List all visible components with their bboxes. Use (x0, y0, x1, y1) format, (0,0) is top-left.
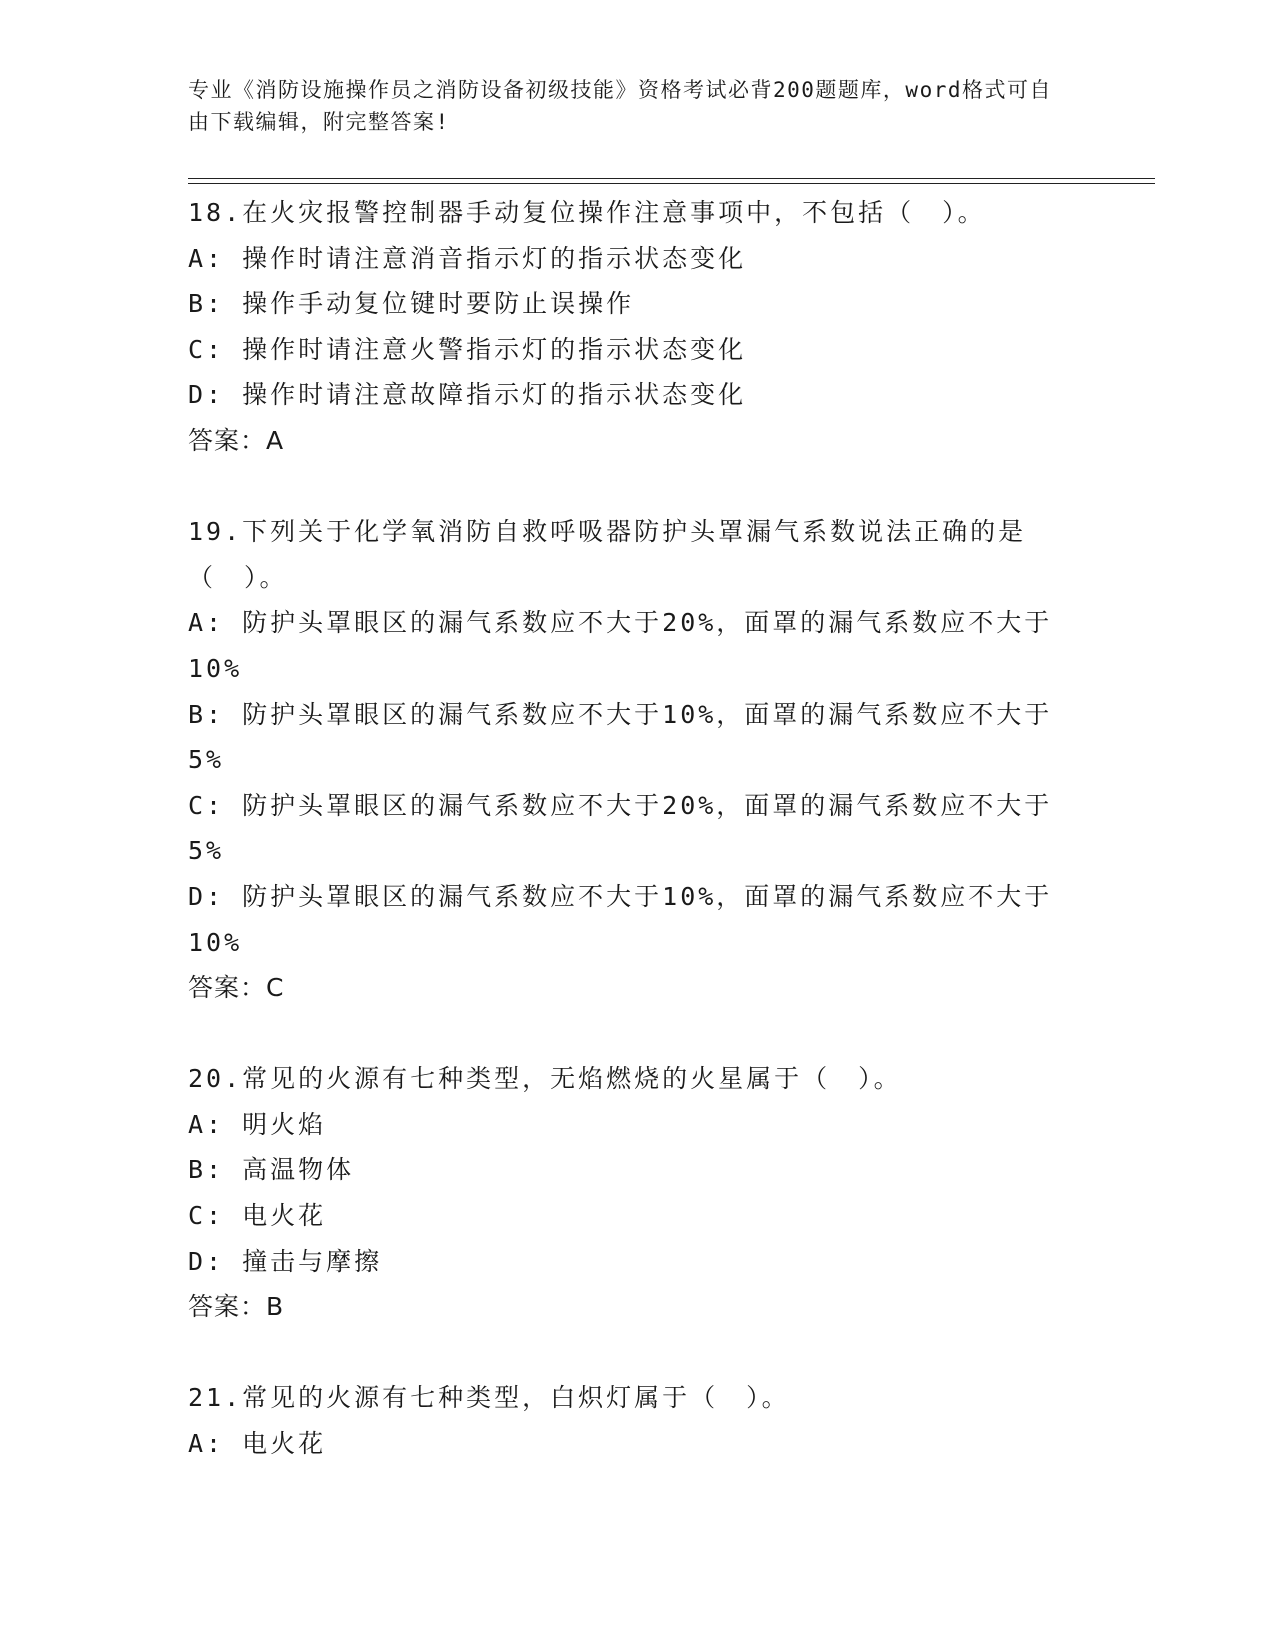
option-c: C: 操作时请注意火警指示灯的指示状态变化 (188, 334, 747, 364)
option-a: A: 操作时请注意消音指示灯的指示状态变化 (188, 243, 747, 273)
answer-label: 答案：B (188, 1292, 285, 1322)
option-b: B: 操作手动复位键时要防止误操作 (188, 289, 635, 319)
option-d: D: 操作时请注意故障指示灯的指示状态变化 (188, 380, 747, 410)
question-21 (188, 1375, 1088, 1466)
option-a: A: 明火焰 (188, 1109, 327, 1139)
answer-label: 答案：A (188, 425, 285, 455)
option-b: B: 高温物体 (188, 1155, 355, 1185)
question-stem: 20.常见的火源有七种类型，无焰燃烧的火星属于（ ）。 (188, 1064, 902, 1094)
option-c: C: 电火花 (188, 1201, 327, 1231)
question-20 (188, 1056, 1088, 1330)
question-list (188, 190, 1088, 1467)
option-a: A: 电火花 (188, 1429, 327, 1459)
option-a: A: 防护头罩眼区的漏气系数应不大于20%，面罩的漏气系数应不大于10% (188, 608, 1053, 683)
header-divider-bottom (188, 183, 1155, 184)
option-c: C: 防护头罩眼区的漏气系数应不大于20%，面罩的漏气系数应不大于5% (188, 790, 1053, 866)
header-divider-top (188, 178, 1155, 179)
answer-label: 答案：C (188, 973, 285, 1003)
document-header: 专业《消防设施操作员之消防设备初级技能》资格考试必背200题题库，word格式可自由下载编辑，附完整答案! (188, 78, 1052, 134)
option-d: D: 防护头罩眼区的漏气系数应不大于10%，面罩的漏气系数应不大于10% (188, 881, 1053, 957)
question-stem: 18.在火灾报警控制器手动复位操作注意事项中，不包括（ ）。 (188, 198, 986, 227)
option-d: D: 撞击与摩擦 (188, 1246, 383, 1276)
question-stem: 21.常见的火源有七种类型，白炽灯属于（ ）。 (188, 1383, 790, 1413)
question-19 (188, 509, 1088, 1011)
question-18 (188, 190, 1088, 464)
question-stem: 19.下列关于化学氧消防自救呼吸器防护头罩漏气系数说法正确的是（ ）。 (188, 517, 1027, 592)
option-b: B: 防护头罩眼区的漏气系数应不大于10%，面罩的漏气系数应不大于5% (188, 699, 1053, 775)
